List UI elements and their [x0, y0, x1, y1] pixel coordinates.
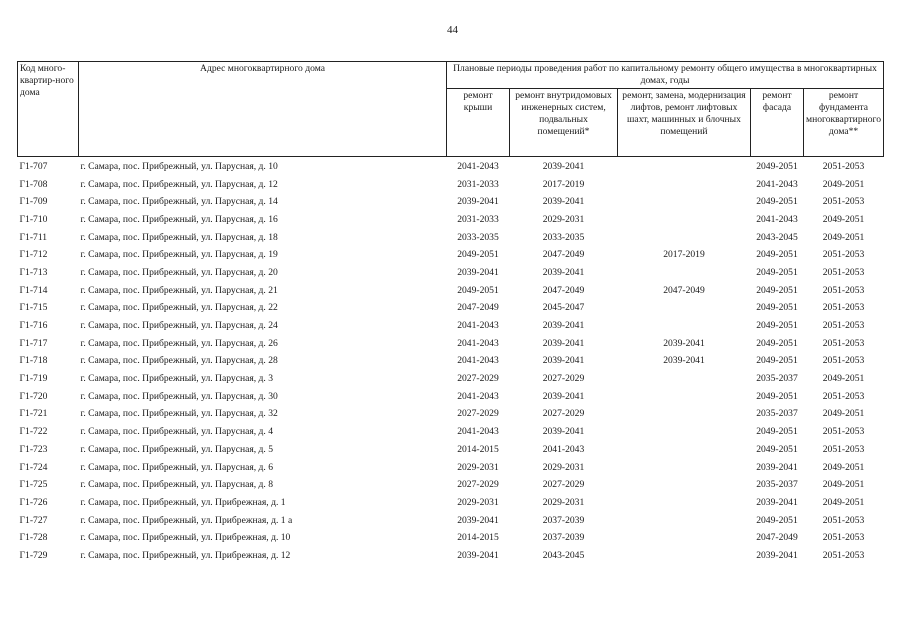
row-facade-period: 2035-2037: [756, 408, 798, 420]
row-code: Г1-716: [19, 320, 48, 332]
table-row: [18, 423, 884, 441]
table-row: [18, 193, 884, 211]
row-foundation-period: 2049-2051: [822, 231, 865, 243]
row-address: г. Самара, пос. Прибрежный, ул. Парусная, д. 6: [80, 461, 274, 473]
row-facade-period: 2049-2051: [756, 514, 798, 526]
row-systems-period: 2039-2041: [542, 266, 585, 278]
row-systems-period: 2041-2043: [542, 443, 585, 455]
table-row: [18, 388, 884, 406]
header-roof: ремонт крыши: [447, 89, 510, 157]
header-facade: ремонт фасада: [751, 89, 804, 157]
row-code: Г1-721: [19, 408, 48, 420]
row-code: Г1-714: [19, 284, 48, 296]
table-row: [18, 476, 884, 494]
row-foundation-period: 2051-2053: [822, 284, 865, 296]
row-foundation-period: 2051-2053: [822, 532, 865, 544]
row-address: г. Самара, пос. Прибрежный, ул. Парусная, д. 28: [80, 355, 278, 367]
row-address: г. Самара, пос. Прибрежный, ул. Парусная, д. 16: [80, 213, 278, 225]
row-facade-period: 2041-2043: [756, 213, 798, 225]
row-lifts-period: [618, 264, 751, 282]
row-facade-period: 2039-2041: [756, 496, 798, 508]
header-foundation: ремонт фундамента многоквартирного дома**: [804, 89, 884, 157]
row-systems-period: 2033-2035: [542, 231, 585, 243]
row-address: г. Самара, пос. Прибрежный, ул. Парусная, д. 21: [80, 284, 278, 296]
table-row: [18, 300, 884, 318]
row-code: Г1-708: [19, 178, 48, 190]
row-code: Г1-728: [19, 532, 48, 544]
row-foundation-period: 2051-2053: [822, 160, 865, 172]
row-systems-period: 2039-2041: [542, 390, 585, 402]
row-facade-period: 2049-2051: [756, 284, 798, 296]
row-address: г. Самара, пос. Прибрежный, ул. Парусная, д. 22: [80, 302, 278, 314]
header-lifts: ремонт, замена, модернизация лифтов, ремонт лифтовых шахт, машинных и блочных помещений: [618, 89, 751, 157]
row-code: Г1-715: [19, 302, 48, 314]
row-facade-period: 2049-2051: [756, 337, 798, 349]
row-roof-period: 2031-2033: [457, 213, 499, 225]
table-row: [18, 353, 884, 371]
row-address: г. Самара, пос. Прибрежный, ул. Парусная, д. 4: [80, 426, 274, 438]
row-systems-period: 2039-2041: [542, 320, 585, 332]
row-foundation-period: 2051-2053: [822, 320, 865, 332]
row-foundation-period: 2049-2051: [822, 479, 865, 491]
row-address: г. Самара, пос. Прибрежный, ул. Парусная, д. 32: [80, 408, 278, 420]
row-address: г. Самара, пос. Прибрежный, ул. Парусная, д. 19: [80, 249, 278, 261]
row-foundation-period: 2051-2053: [822, 337, 865, 349]
row-facade-period: 2049-2051: [756, 266, 798, 278]
row-lifts-period: [618, 388, 751, 406]
row-roof-period: 2041-2043: [457, 160, 499, 172]
row-lifts-period: [618, 441, 751, 459]
table-row: [18, 547, 884, 565]
row-roof-period: 2041-2043: [457, 426, 499, 438]
row-code: Г1-729: [19, 549, 48, 561]
row-address: г. Самара, пос. Прибрежный, ул. Парусная, д. 30: [80, 390, 278, 402]
row-facade-period: 2049-2051: [756, 355, 798, 367]
row-foundation-period: 2049-2051: [822, 461, 865, 473]
row-lifts-period: [618, 494, 751, 512]
row-lifts-period: [618, 300, 751, 318]
row-foundation-period: 2051-2053: [822, 196, 865, 208]
row-roof-period: 2041-2043: [457, 337, 499, 349]
row-roof-period: 2029-2031: [457, 461, 499, 473]
row-systems-period: 2027-2029: [542, 479, 585, 491]
row-address: г. Самара, пос. Прибрежный, ул. Прибрежная, д. 1: [80, 496, 286, 508]
row-address: г. Самара, пос. Прибрежный, ул. Парусная, д. 8: [80, 479, 274, 491]
row-lifts-period: [618, 211, 751, 229]
row-code: Г1-718: [19, 355, 48, 367]
row-address: г. Самара, пос. Прибрежный, ул. Парусная, д. 18: [80, 231, 278, 243]
row-address: г. Самара, пос. Прибрежный, ул. Парусная, д. 10: [80, 160, 278, 172]
row-foundation-period: 2051-2053: [822, 426, 865, 438]
row-facade-period: 2049-2051: [756, 302, 798, 314]
row-roof-period: 2039-2041: [457, 514, 499, 526]
row-address: г. Самара, пос. Прибрежный, ул. Прибрежная, д. 1 а: [80, 514, 293, 526]
row-code: Г1-727: [19, 514, 48, 526]
row-address: г. Самара, пос. Прибрежный, ул. Парусная, д. 26: [80, 337, 278, 349]
table-row: [18, 246, 884, 264]
row-foundation-period: 2049-2051: [822, 373, 865, 385]
row-facade-period: 2039-2041: [756, 549, 798, 561]
row-code: Г1-726: [19, 496, 48, 508]
row-address: г. Самара, пос. Прибрежный, ул. Парусная, д. 24: [80, 320, 278, 332]
row-address: г. Самара, пос. Прибрежный, ул. Парусная, д. 5: [80, 443, 274, 455]
row-lifts-period: [618, 176, 751, 194]
row-facade-period: 2043-2045: [756, 231, 798, 243]
row-lifts-period: 2047-2049: [663, 284, 705, 296]
table-row: [18, 406, 884, 424]
row-roof-period: 2047-2049: [457, 302, 499, 314]
header-systems: ремонт внутридомовых инженерных систем, подвальных помещений*: [510, 89, 618, 157]
row-systems-period: 2029-2031: [542, 496, 585, 508]
row-foundation-period: 2051-2053: [822, 514, 865, 526]
row-roof-period: 2039-2041: [457, 266, 499, 278]
row-code: Г1-710: [19, 213, 48, 225]
row-systems-period: 2047-2049: [542, 249, 585, 261]
header-address: Адрес многоквартирного дома: [79, 62, 447, 157]
row-address: г. Самара, пос. Прибрежный, ул. Прибрежная, д. 12: [80, 549, 291, 561]
table-row: [18, 264, 884, 282]
row-lifts-period: 2017-2019: [663, 249, 705, 261]
row-facade-period: 2049-2051: [756, 249, 798, 261]
row-foundation-period: 2051-2053: [822, 549, 865, 561]
row-facade-period: 2049-2051: [756, 443, 798, 455]
row-code: Г1-724: [19, 461, 48, 473]
row-code: Г1-723: [19, 443, 48, 455]
row-systems-period: 2027-2029: [542, 373, 585, 385]
row-facade-period: 2049-2051: [756, 196, 798, 208]
capital-repair-schedule-table: [17, 61, 884, 565]
row-foundation-period: 2051-2053: [822, 249, 865, 261]
row-code: Г1-713: [19, 266, 48, 278]
row-code: Г1-717: [19, 337, 48, 349]
row-facade-period: 2035-2037: [756, 373, 798, 385]
row-roof-period: 2039-2041: [457, 196, 499, 208]
row-roof-period: 2014-2015: [457, 532, 499, 544]
row-code: Г1-722: [19, 426, 48, 438]
row-roof-period: 2027-2029: [457, 373, 499, 385]
row-roof-period: 2041-2043: [457, 390, 499, 402]
row-code: Г1-709: [19, 196, 48, 208]
row-foundation-period: 2051-2053: [822, 355, 865, 367]
row-lifts-period: [618, 370, 751, 388]
table-row: [18, 211, 884, 229]
row-address: г. Самара, пос. Прибрежный, ул. Парусная, д. 20: [80, 266, 278, 278]
row-systems-period: 2027-2029: [542, 408, 585, 420]
row-roof-period: 2031-2033: [457, 178, 499, 190]
row-address: г. Самара, пос. Прибрежный, ул. Парусная, д. 14: [80, 196, 278, 208]
row-code: Г1-711: [19, 231, 48, 243]
row-foundation-period: 2051-2053: [822, 390, 865, 402]
table-row: [18, 494, 884, 512]
row-systems-period: 2039-2041: [542, 160, 585, 172]
row-code: Г1-712: [19, 249, 48, 261]
row-foundation-period: 2051-2053: [822, 443, 865, 455]
row-roof-period: 2039-2041: [457, 549, 499, 561]
row-systems-period: 2037-2039: [542, 532, 585, 544]
row-systems-period: 2039-2041: [542, 355, 585, 367]
table-row: [18, 529, 884, 547]
row-systems-period: 2043-2045: [542, 549, 585, 561]
row-lifts-period: [618, 512, 751, 530]
row-roof-period: 2027-2029: [457, 479, 499, 491]
row-lifts-period: [618, 459, 751, 477]
row-systems-period: 2039-2041: [542, 337, 585, 349]
table-row: [18, 317, 884, 335]
row-lifts-period: [618, 317, 751, 335]
row-systems-period: 2039-2041: [542, 426, 585, 438]
row-lifts-period: [618, 193, 751, 211]
table-row: [18, 335, 884, 353]
row-code: Г1-720: [19, 390, 48, 402]
row-systems-period: 2037-2039: [542, 514, 585, 526]
row-code: Г1-725: [19, 479, 48, 491]
row-foundation-period: 2051-2053: [822, 302, 865, 314]
row-address: г. Самара, пос. Прибрежный, ул. Парусная, д. 12: [80, 178, 278, 190]
row-systems-period: 2029-2031: [542, 213, 585, 225]
row-roof-period: 2041-2043: [457, 320, 499, 332]
row-lifts-period: [618, 476, 751, 494]
row-code: Г1-707: [19, 160, 48, 172]
table-row: [18, 157, 884, 176]
row-facade-period: 2049-2051: [756, 160, 798, 172]
row-lifts-period: [618, 229, 751, 247]
row-foundation-period: 2051-2053: [822, 266, 865, 278]
row-facade-period: 2047-2049: [756, 532, 798, 544]
row-address: г. Самара, пос. Прибрежный, ул. Парусная, д. 3: [80, 373, 274, 385]
table-row: [18, 176, 884, 194]
row-foundation-period: 2049-2051: [822, 496, 865, 508]
row-foundation-period: 2049-2051: [822, 178, 865, 190]
table-row: [18, 459, 884, 477]
header-code: Код много-квартир-ного дома: [18, 62, 79, 157]
table-row: [18, 370, 884, 388]
row-lifts-period: [618, 423, 751, 441]
row-lifts-period: [618, 406, 751, 424]
row-foundation-period: 2049-2051: [822, 213, 865, 225]
row-lifts-period: 2039-2041: [663, 355, 705, 367]
row-roof-period: 2041-2043: [457, 355, 499, 367]
row-lifts-period: [618, 529, 751, 547]
table-row: [18, 441, 884, 459]
row-facade-period: 2035-2037: [756, 479, 798, 491]
row-facade-period: 2049-2051: [756, 426, 798, 438]
row-roof-period: 2014-2015: [457, 443, 499, 455]
row-roof-period: 2049-2051: [457, 284, 499, 296]
row-roof-period: 2033-2035: [457, 231, 499, 243]
row-lifts-period: [618, 547, 751, 565]
row-systems-period: 2039-2041: [542, 196, 585, 208]
row-facade-period: 2041-2043: [756, 178, 798, 190]
row-systems-period: 2045-2047: [542, 302, 585, 314]
row-systems-period: 2047-2049: [542, 284, 585, 296]
row-facade-period: 2049-2051: [756, 390, 798, 402]
row-roof-period: 2029-2031: [457, 496, 499, 508]
row-lifts-period: [618, 157, 751, 176]
table-row: [18, 282, 884, 300]
header-periods: Плановые периоды проведения работ по капитальному ремонту общего имущества в многоквартирных домах, годы: [447, 62, 884, 89]
row-roof-period: 2027-2029: [457, 408, 499, 420]
page-number: 44: [447, 24, 458, 36]
table-row: [18, 229, 884, 247]
row-systems-period: 2017-2019: [542, 178, 585, 190]
row-code: Г1-719: [19, 373, 48, 385]
table-row: [18, 512, 884, 530]
row-lifts-period: 2039-2041: [663, 337, 705, 349]
row-facade-period: 2039-2041: [756, 461, 798, 473]
row-systems-period: 2029-2031: [542, 461, 585, 473]
row-address: г. Самара, пос. Прибрежный, ул. Прибрежная, д. 10: [80, 532, 291, 544]
row-facade-period: 2049-2051: [756, 320, 798, 332]
row-roof-period: 2049-2051: [457, 249, 499, 261]
row-foundation-period: 2049-2051: [822, 408, 865, 420]
